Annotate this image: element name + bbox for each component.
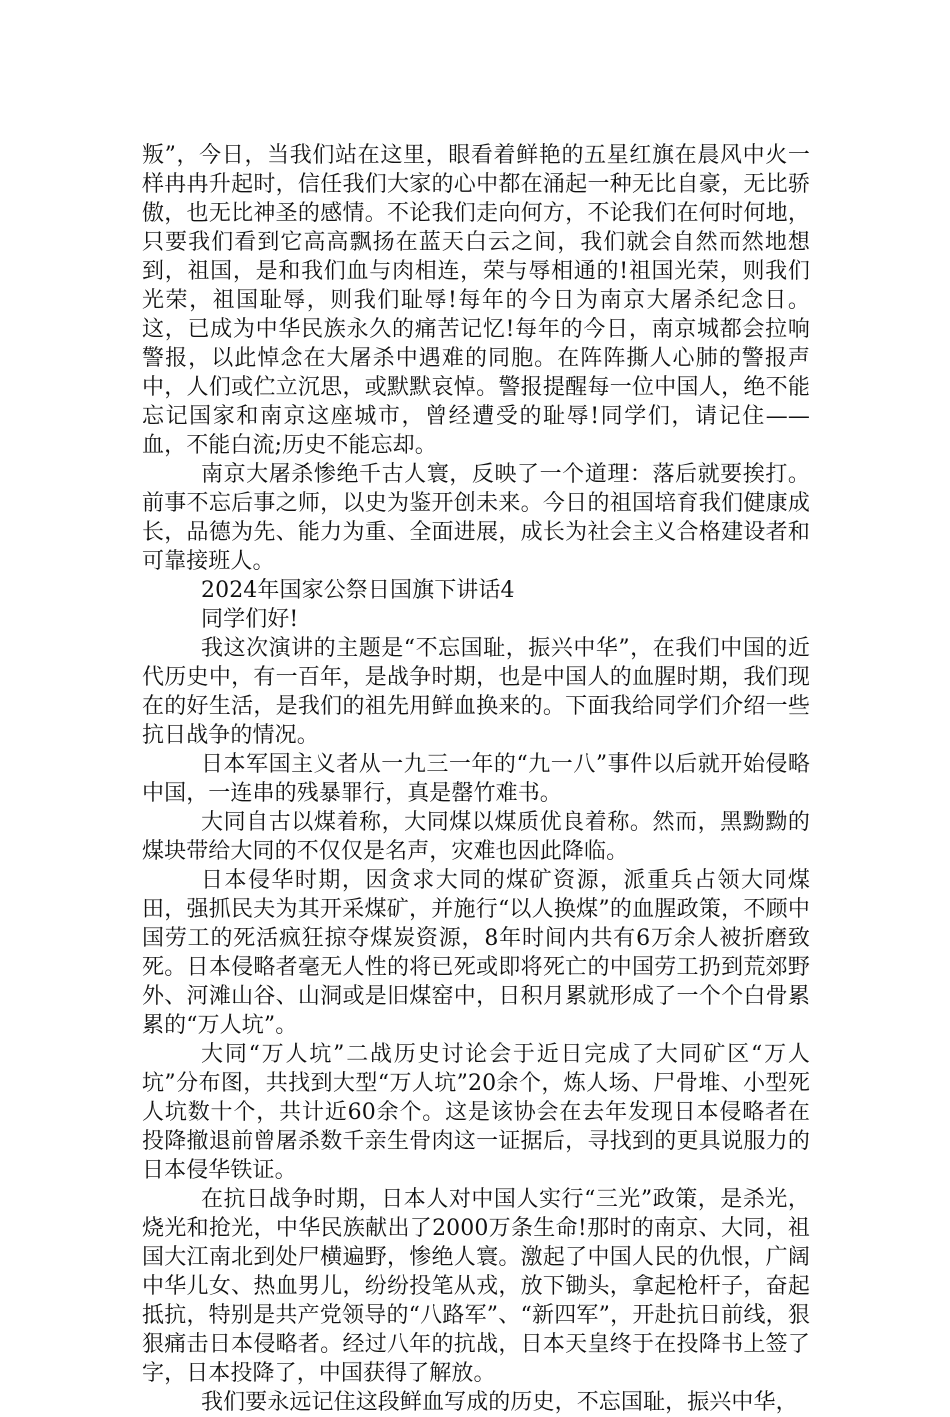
greeting: 同学们好!	[201, 607, 299, 632]
paragraph-theme: 我这次演讲的主题是“不忘国耻，振兴中华”，在我们中国的近代历史中，有一百年，是战争时期，也是中国人的血腥时期，我们现在的好生活，是我们的祖先用鲜血换来的。下面我给同学们介绍一些抗日战争的情况。	[142, 636, 810, 748]
paragraph-datong-coal: 大同自古以煤着称，大同煤以煤质优良着称。然而，黑黝黝的煤块带给大同的不仅仅是名声，灾难也因此降临。	[142, 810, 810, 864]
paragraph-remember: 我们要永远记住这段鲜血写成的历史，不忘国耻，振兴中华，	[201, 1390, 798, 1415]
paragraph-three-alls: 在抗日战争时期，日本人对中国人实行“三光”政策，是杀光，烧光和抢光，中华民族献出了2000万条生命!那时的南京、大同，祖国大江南北到处尸横遍野，惨绝人寰。激起了中国人民的仇恨，广阔中华儿女、热血男儿，纷纷投笔从戎，放下锄头，拿起枪杆子，奋起抵抗，特别是共产党领导的“八路军”、“新四军”，开赴抗日前线，狠狠痛击日本侵略者。经过八年的抗战，日本天皇终于在投降书上签了字，日本投降了，中国获得了解放。	[142, 1187, 810, 1386]
speech-title: 2024年国家公祭日国旗下讲话4	[201, 578, 515, 603]
paragraph-continuation: 叛”，今日，当我们站在这里，眼看着鲜艳的五星红旗在晨风中火一样冉冉升起时，信任我们大家的心中都在涌起一种无比自豪，无比骄傲，也无比神圣的感情。不论我们走向何方，不论我们在何时何地，只要我们看到它高高飘扬在蓝天白云之间，我们就会自然而然地想到，祖国，是和我们血与肉相连，荣与辱相通的!祖国光荣，则我们光荣，祖国耻辱，则我们耻辱!每年的今日为南京大屠杀纪念日。这，已成为中华民族永久的痛苦记忆!每年的今日，南京城都会拉响警报，以此悼念在大屠杀中遇难的同胞。在阵阵撕人心肺的警报声中，人们或伫立沉思，或默默哀悼。警报提醒每一位中国人，绝不能忘记国家和南京这座城市，曾经遭受的耻辱!同学们，请记住——血，不能白流;历史不能忘却。	[142, 143, 810, 458]
paragraph-occupation: 日本侵华时期，因贪求大同的煤矿资源，派重兵占领大同煤田，强抓民夫为其开采煤矿，并施行“以人换煤”的血腥政策，不顾中国劳工的死活疯狂掠夺煤炭资源，8年时间内共有6万余人被折磨致死。日本侵略者毫无人性的将已死或即将死亡的中国劳工扔到荒郊野外、河滩山谷、山洞或是旧煤窑中，日积月累就形成了一个个白骨累累的“万人坑”。	[142, 868, 810, 1038]
paragraph-lesson: 南京大屠杀惨绝千古人寰，反映了一个道理：落后就要挨打。前事不忘后事之师，以史为鉴开创未来。今日的祖国培育我们健康成长，品德为先、能力为重、全面进展，成长为社会主义合格建设者和可靠接班人。	[142, 462, 810, 574]
paragraph-invasion: 日本军国主义者从一九三一年的“九一八”事件以后就开始侵略中国，一连串的残暴罪行，真是罄竹难书。	[142, 752, 810, 806]
paragraph-mass-graves: 大同“万人坑”二战历史讨论会于近日完成了大同矿区“万人坑”分布图，共找到大型“万人坑”20余个，炼人场、尸骨堆、小型死人坑数十个，共计近60余个。这是该协会在去年发现日本侵略者在投降撤退前曾屠杀数千亲生骨肉这一证据后，寻找到的更具说服力的日本侵华铁证。	[142, 1042, 810, 1183]
document-page	[142, 141, 810, 1417]
